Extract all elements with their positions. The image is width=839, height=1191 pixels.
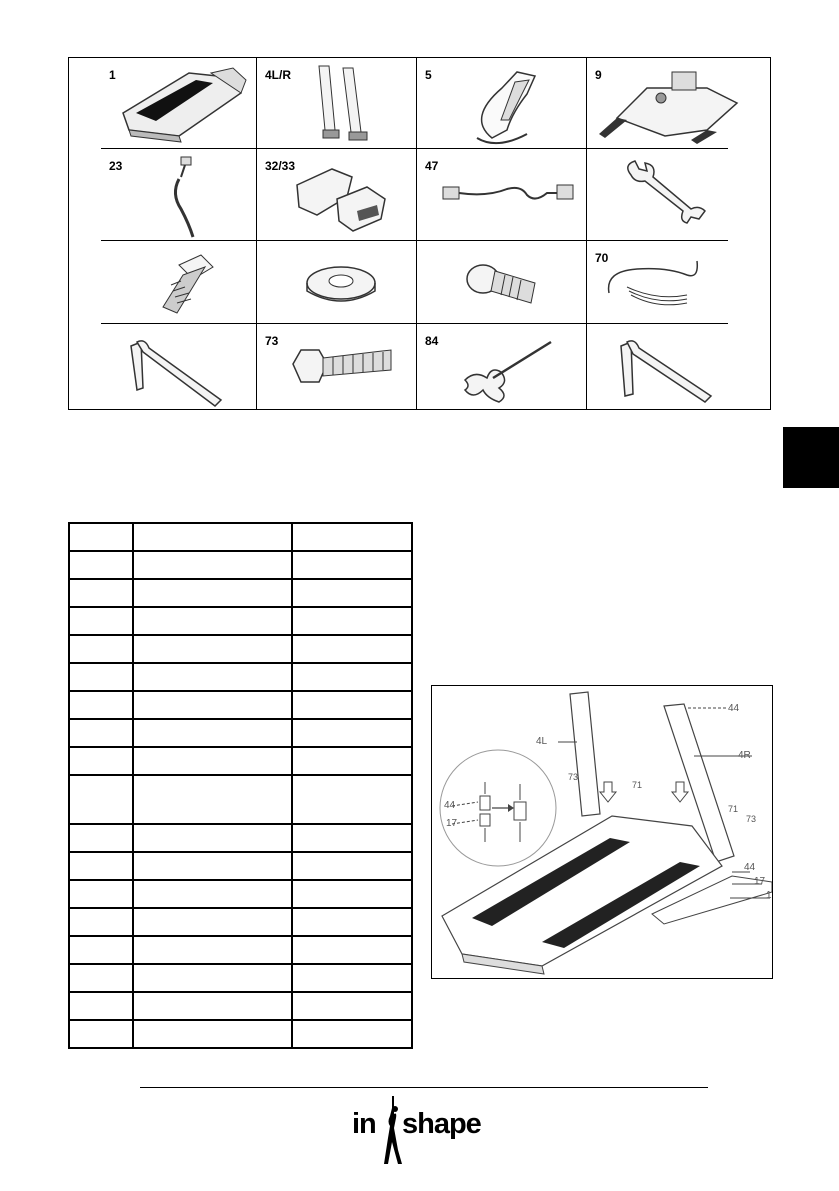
allen-key-small-icon (587, 324, 728, 409)
assembly-diagram (431, 685, 773, 979)
part-cell (587, 241, 728, 323)
callout-71-right: 71 (728, 804, 739, 814)
spec-cell (69, 663, 133, 691)
callout-17-right: 17 (754, 876, 766, 887)
spec-cell (292, 523, 412, 551)
spec-cell (292, 663, 412, 691)
coiled-cable-icon (587, 241, 728, 323)
spec-cell (133, 523, 292, 551)
spec-cell (133, 747, 292, 775)
callout-4l: 4L (536, 736, 548, 747)
spec-row (69, 719, 412, 747)
part-cell (257, 149, 416, 240)
spec-cell (69, 852, 133, 880)
part-number: 4L/R (265, 68, 292, 82)
spec-cell (133, 880, 292, 908)
flat-washer-icon (257, 241, 416, 323)
spec-cell (133, 635, 292, 663)
treadmill-base-icon (101, 58, 256, 148)
callout-73-left: 73 (568, 772, 579, 782)
spec-cell (292, 1020, 412, 1048)
spec-row (69, 523, 412, 551)
spec-cell (69, 523, 133, 551)
part-cell (587, 58, 770, 148)
dancer-silhouette-icon (382, 1094, 404, 1166)
part-cell (417, 241, 586, 323)
part-number: 9 (595, 68, 602, 82)
button-head-bolt-icon (417, 241, 586, 323)
spec-cell (133, 663, 292, 691)
open-wrench-icon (587, 149, 728, 240)
spec-cell (133, 719, 292, 747)
spec-cell (292, 824, 412, 852)
spec-cell (69, 824, 133, 852)
spec-cell (69, 719, 133, 747)
part-number: 23 (109, 159, 123, 173)
spec-row (69, 936, 412, 964)
part-cell (417, 58, 586, 148)
callout-detail-17: 17 (446, 818, 458, 829)
part-cell (257, 324, 416, 409)
spec-cell (133, 992, 292, 1020)
spec-cell (292, 551, 412, 579)
spec-cell (69, 691, 133, 719)
part-number: 32/33 (265, 159, 296, 173)
spec-cell (292, 579, 412, 607)
callout-detail-44: 44 (444, 800, 456, 811)
spec-row (69, 691, 412, 719)
spec-cell (133, 852, 292, 880)
spec-cell (69, 579, 133, 607)
callout-44-right: 44 (744, 862, 756, 873)
spec-cell (292, 880, 412, 908)
spec-cell (292, 607, 412, 635)
spec-row (69, 663, 412, 691)
spec-row (69, 852, 412, 880)
spec-cell (133, 824, 292, 852)
chapter-tab (783, 427, 839, 488)
part-cell (417, 149, 586, 240)
spec-row (69, 964, 412, 992)
spec-row (69, 908, 412, 936)
logo-text-right: shape (402, 1108, 481, 1140)
spec-cell (69, 1020, 133, 1048)
spec-row (69, 1020, 412, 1048)
spec-cell (69, 992, 133, 1020)
allen-key-large-icon (101, 324, 256, 409)
part-number: 47 (425, 159, 439, 173)
spec-cell (292, 936, 412, 964)
spec-cell (69, 747, 133, 775)
spec-row (69, 824, 412, 852)
part-cell (257, 241, 416, 323)
part-number: 1 (109, 68, 116, 82)
part-number: 5 (425, 68, 432, 82)
spec-cell (133, 579, 292, 607)
part-cell (257, 58, 416, 148)
spec-cell (133, 936, 292, 964)
spec-cell (69, 551, 133, 579)
spec-cell (69, 936, 133, 964)
part-cell (101, 241, 256, 323)
part-cell (101, 58, 256, 148)
part-number: 70 (595, 251, 609, 265)
callout-71-left: 71 (632, 780, 643, 790)
spec-row (69, 775, 412, 824)
spec-cell (69, 607, 133, 635)
spec-cell (292, 719, 412, 747)
callout-4r: 4R (738, 750, 751, 761)
callout-73-right: 73 (746, 814, 757, 824)
spec-cell (292, 691, 412, 719)
spec-row (69, 551, 412, 579)
parts-grid (68, 57, 771, 410)
spec-cell (69, 880, 133, 908)
cable-tie-icon (101, 149, 256, 240)
spec-cell (292, 908, 412, 936)
part-cell (587, 149, 728, 240)
spec-table (68, 522, 413, 1049)
console-assembly-icon (587, 58, 770, 148)
callout-44-top: 44 (728, 703, 740, 714)
spec-row (69, 635, 412, 663)
spec-cell (133, 691, 292, 719)
spec-cell (133, 908, 292, 936)
spec-row (69, 747, 412, 775)
part-cell (101, 324, 256, 409)
spec-cell (292, 964, 412, 992)
spec-cell (133, 1020, 292, 1048)
spec-cell (292, 992, 412, 1020)
spec-cell (292, 775, 412, 824)
part-number: 73 (265, 334, 279, 348)
spec-cell (69, 908, 133, 936)
part-cell (417, 324, 586, 409)
spec-cell (69, 775, 133, 824)
pan-head-screw-icon (101, 241, 256, 323)
spec-cell (133, 775, 292, 824)
spec-row (69, 992, 412, 1020)
upright-posts-icon (257, 58, 416, 148)
spec-row (69, 880, 412, 908)
hex-bolt-icon (257, 324, 416, 409)
part-number: 84 (425, 334, 439, 348)
spec-cell (292, 635, 412, 663)
treadmill-assembly-illustration (432, 686, 772, 978)
spec-cell (133, 607, 292, 635)
callout-1: 1 (766, 890, 772, 901)
spec-cell (292, 747, 412, 775)
base-covers-icon (257, 149, 416, 240)
cross-screwdriver-icon (417, 324, 586, 409)
upper-wire-icon (417, 149, 586, 240)
part-cell (101, 149, 256, 240)
spec-cell (69, 964, 133, 992)
spec-cell (133, 964, 292, 992)
part-cell (587, 324, 728, 409)
brand-logo (352, 1094, 487, 1166)
spec-row (69, 579, 412, 607)
spec-cell (69, 635, 133, 663)
spec-row (69, 607, 412, 635)
spec-cell (133, 551, 292, 579)
safety-key-clip-icon (417, 58, 586, 148)
spec-cell (292, 852, 412, 880)
footer-divider (140, 1087, 708, 1088)
logo-text-left: in (352, 1108, 376, 1140)
